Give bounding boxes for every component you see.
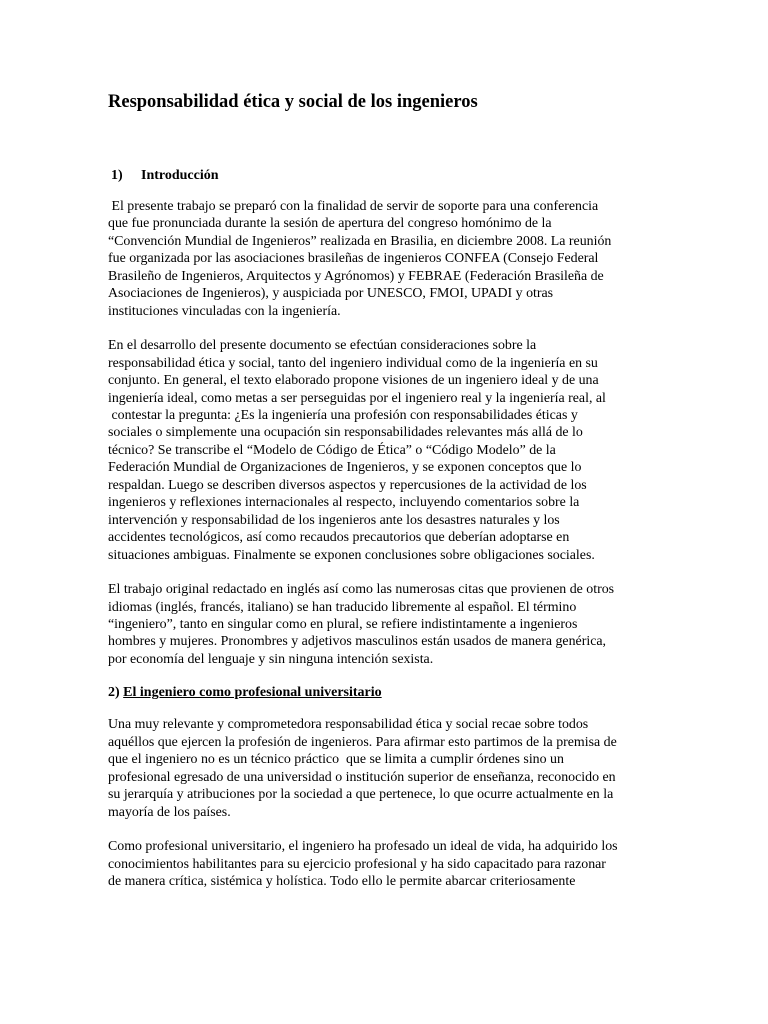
text-line: sociales o simplemente una ocupación sin responsabilidades relevantes más allá de lo xyxy=(108,425,583,441)
text-line: de manera crítica, sistémica y holística. Todo ello le permite abarcar criteriosamente xyxy=(108,873,576,889)
text-line: accidentes tecnológicos, así como recaudos precautorios que deberían adoptarse en xyxy=(108,530,570,546)
text-line: que el ingeniero no es un técnico práctico que se limita a cumplir órdenes sino un xyxy=(108,752,564,768)
text-line: Asociaciones de Ingenieros), y auspiciada por UNESCO, FMOI, UPADI y otras xyxy=(108,286,554,302)
text-line: idiomas (inglés, francés, italiano) se han traducido libremente al español. El término xyxy=(108,599,577,615)
section-number: 2) xyxy=(108,685,120,701)
paragraph xyxy=(108,337,668,564)
text-line: por economía del lenguaje y sin ninguna intención sexista. xyxy=(108,651,434,667)
text-line: ingeniería ideal, como metas a ser perseguidas por el ingeniero real y la ingeniería real, al xyxy=(108,390,606,406)
text-line: respaldan. Luego se describen diversos aspectos y repercusiones de la actividad de los xyxy=(108,477,587,493)
text-line: conjunto. En general, el texto elaborado propone visiones de un ingeniero ideal y de una xyxy=(108,373,599,389)
text-line: “ingeniero”, tanto en singular como en plural, se refiere indistintamente a ingenieros xyxy=(108,616,578,632)
section-title: Introducción xyxy=(141,168,219,183)
text-line: Una muy relevante y comprometedora responsabilidad ética y social recae sobre todos xyxy=(108,717,589,733)
text-line: Brasileño de Ingenieros, Arquitectos y Agrónomos) y FEBRAE (Federación Brasileña de xyxy=(108,268,604,284)
text-line: hombres y mujeres. Pronombres y adjetivos masculinos están usados de manera genérica, xyxy=(108,634,607,650)
section-number: 1) xyxy=(111,168,123,183)
paragraph xyxy=(108,716,668,821)
section-title: El ingeniero como profesional universitario xyxy=(123,685,382,701)
text-line: contestar la pregunta: ¿Es la ingeniería una profesión con responsabilidades éticas y xyxy=(108,407,578,423)
text-line: fue organizada por las asociaciones brasileñas de ingenieros CONFEA (Consejo Federal xyxy=(108,251,599,267)
section-heading-introduccion xyxy=(108,167,668,185)
text-line: “Convención Mundial de Ingenieros” realizada en Brasilia, en diciembre 2008. La reunión xyxy=(108,233,612,249)
text-line: intervención y responsabilidad de los ingenieros ante los desastres naturales y los xyxy=(108,512,560,528)
text-line: aquéllos que ejercen la profesión de ingenieros. Para afirmar esto partimos de la premisa de xyxy=(108,734,617,750)
section-heading-profesional-universitario xyxy=(108,684,668,702)
text-line: responsabilidad ética y social, tanto del ingeniero individual como de la ingeniería en su xyxy=(108,355,598,371)
text-line: Federación Mundial de Organizaciones de Ingenieros, y se exponen conceptos que lo xyxy=(108,460,582,476)
text-line: instituciones vinculadas con la ingeniería. xyxy=(108,303,341,319)
text-line: profesional egresado de una universidad o institución superior de enseñanza, reconocido en xyxy=(108,769,616,785)
text-line: conocimientos habilitantes para su ejercicio profesional y ha sido capacitado para razonar xyxy=(108,856,606,872)
text-line: mayoría de los países. xyxy=(108,804,231,820)
text-line: técnico? Se transcribe el “Modelo de Código de Ética” o “Código Modelo” de la xyxy=(108,442,556,458)
paragraph xyxy=(108,581,668,668)
text-line: su jerarquía y atribuciones por la sociedad a que pertenece, lo que ocurre actualmente en la xyxy=(108,787,614,803)
document-page xyxy=(108,90,668,890)
text-line: El presente trabajo se preparó con la finalidad de servir de soporte para una conferencia xyxy=(108,199,599,214)
text-line: ingenieros y reflexiones internacionales al respecto, incluyendo comentarios sobre la xyxy=(108,495,580,511)
text-line: En el desarrollo del presente documento se efectúan consideraciones sobre la xyxy=(108,338,537,354)
text-line: situaciones ambiguas. Finalmente se exponen conclusiones sobre obligaciones sociales. xyxy=(108,547,595,563)
paragraph xyxy=(108,838,668,890)
text-line: El trabajo original redactado en inglés así como las numerosas citas que provienen de otros xyxy=(108,582,615,598)
text-line: que fue pronunciada durante la sesión de apertura del congreso homónimo de la xyxy=(108,216,552,232)
text-line: Como profesional universitario, el ingeniero ha profesado un ideal de vida, ha adquirido los xyxy=(108,839,618,855)
paragraph xyxy=(108,198,668,320)
document-title: Responsabilidad ética y social de los ingenieros xyxy=(108,92,478,112)
